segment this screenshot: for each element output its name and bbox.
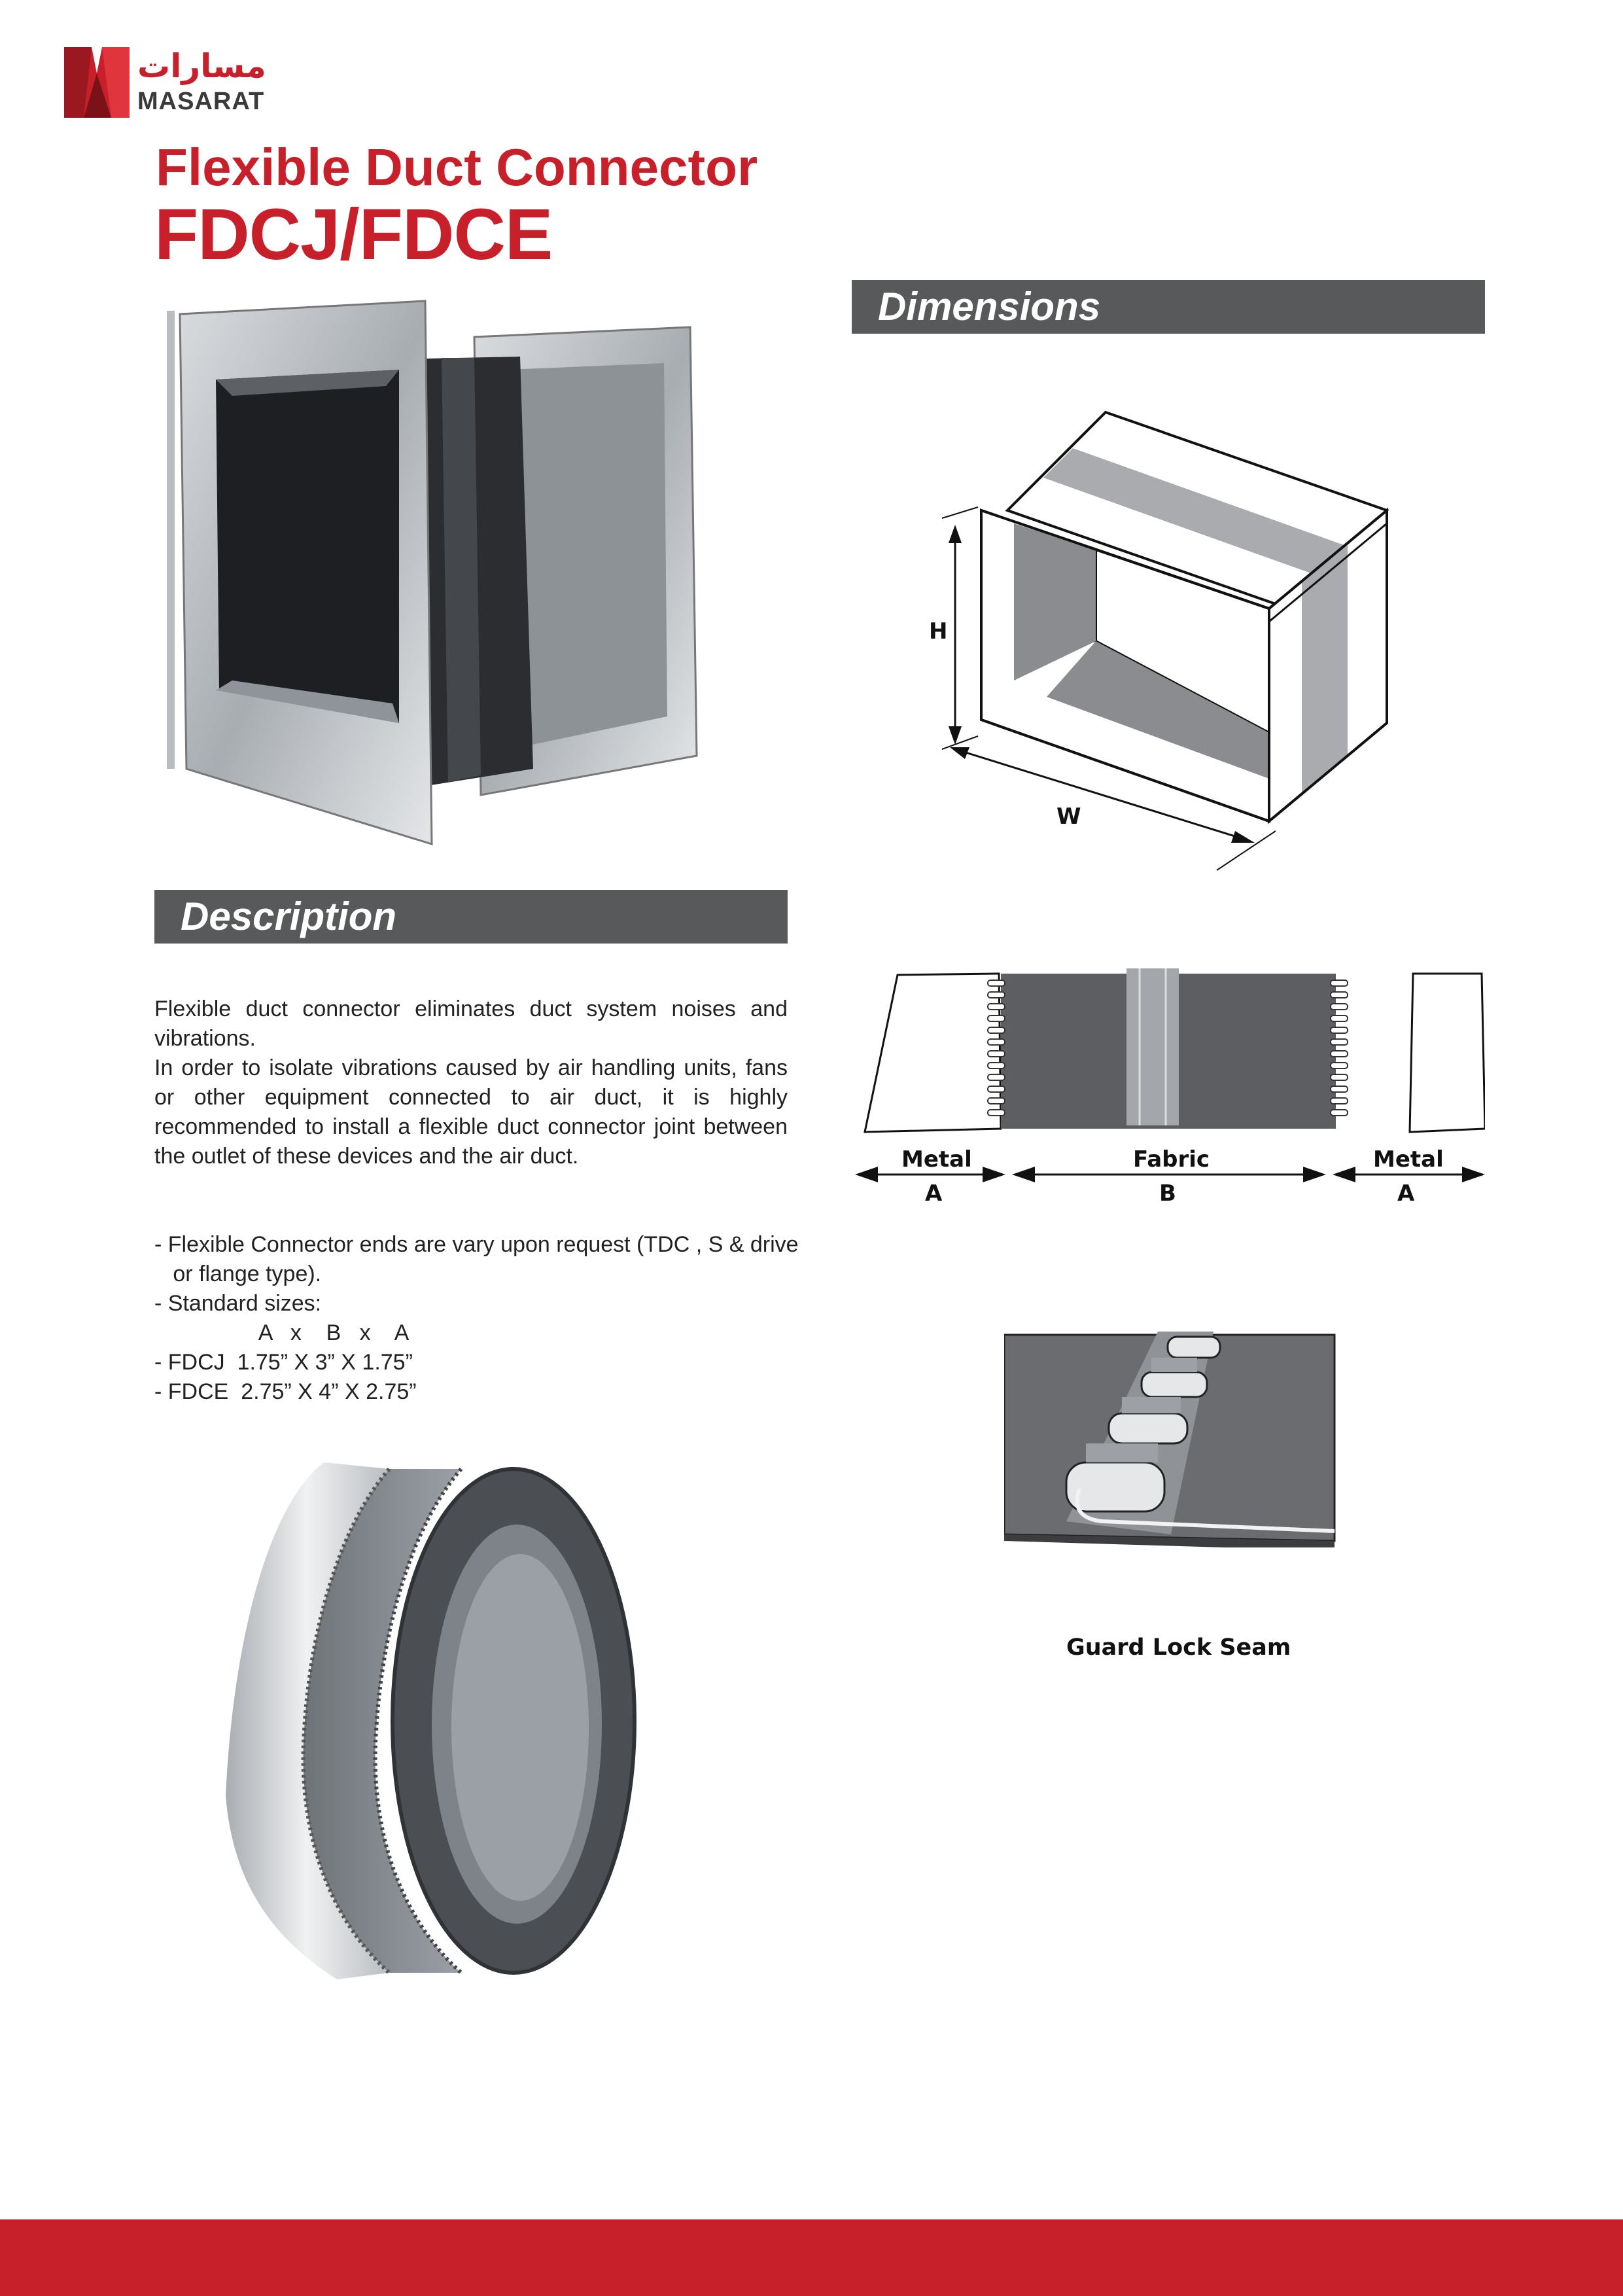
description-body [154,995,788,1171]
metal-right-label: Metal [1373,1146,1444,1173]
product-model: FDCJ/FDCE [154,194,553,275]
brand-logo [64,47,266,119]
dimensions-box-diagram [929,406,1413,877]
guard-lock-seam-diagram [1004,1332,1338,1547]
features-line: - FDCE 2.75” X 4” X 2.75” [154,1379,417,1404]
fabric-dimension: B [1159,1180,1176,1207]
brand-name-english: MASARAT [137,88,265,115]
features-line: - Standard sizes: [154,1291,322,1316]
features-line: or flange type). [154,1262,322,1286]
guard-lock-seam-caption: Guard Lock Seam [1066,1634,1291,1661]
brand-name-arabic: مسارات [137,47,266,85]
rectangular-connector-photo [167,298,703,857]
features-line: - Flexible Connector ends are vary upon request (TDC , S & drive [154,1232,799,1257]
description-paragraph: Flexible duct connector eliminates duct system noises and vibrations. [154,997,788,1051]
width-label: W [1056,804,1081,830]
round-connector-photo [226,1456,638,1986]
dimensions-heading: Dimensions [852,280,1485,334]
metal-left-dimension: A [925,1180,943,1207]
features-list [154,1230,799,1407]
seam-section-diagram [852,962,1485,1210]
features-line: - FDCJ 1.75” X 3” X 1.75” [154,1350,413,1375]
fabric-label: Fabric [1133,1146,1210,1173]
metal-right-dimension: A [1397,1180,1415,1207]
features-line: A x B x A [154,1320,410,1345]
metal-left-label: Metal [901,1146,972,1173]
description-heading: Description [154,890,788,944]
page-title: Flexible Duct Connector [156,138,758,196]
height-label: H [929,618,948,645]
masarat-logo-icon [64,47,130,118]
description-paragraph: In order to isolate vibrations caused by air handling units, fans or other equipment connected to air duct, it is highly recommended to install a flexible duct connector joint between the outlet of these devices and the air duct. [154,1055,788,1169]
footer-bar [0,2219,1623,2296]
